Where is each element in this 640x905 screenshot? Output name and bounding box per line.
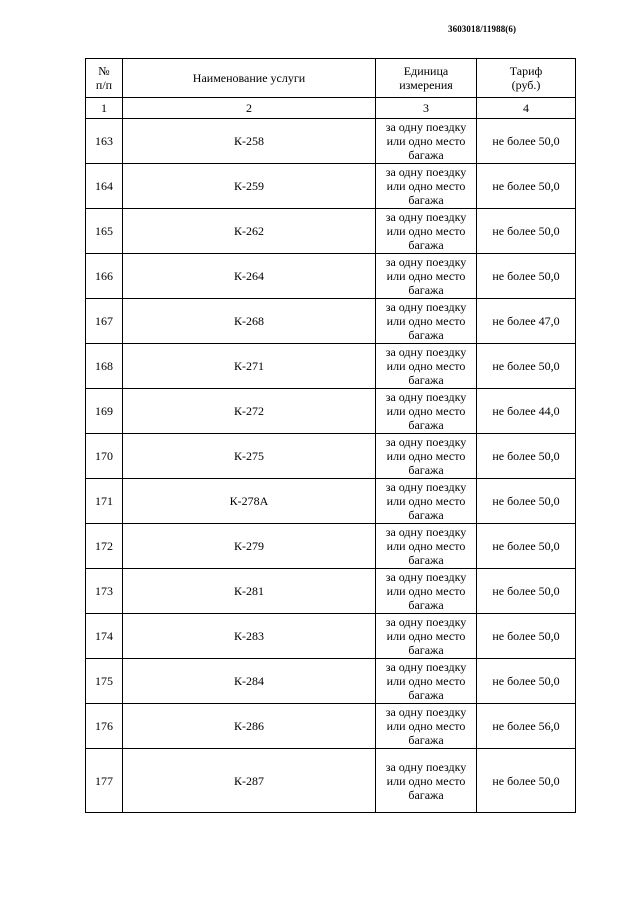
unit-line: или одно место: [386, 224, 466, 238]
unit-line: за одну поездку: [385, 300, 467, 314]
unit-line: багажа: [408, 688, 444, 702]
tariff-value: не более 50,0: [477, 614, 576, 659]
index-cell: 4: [477, 98, 576, 119]
table-row: [86, 344, 576, 389]
service-name: К-287: [123, 749, 376, 813]
unit-cell: [376, 299, 477, 344]
row-number: 163: [86, 119, 123, 164]
unit-line: багажа: [408, 553, 444, 567]
row-number: 170: [86, 434, 123, 479]
unit-line: багажа: [408, 283, 444, 297]
unit-line: за одну поездку: [385, 120, 467, 134]
row-number: 177: [86, 749, 123, 813]
unit-line: или одно место: [386, 674, 466, 688]
unit-cell: [376, 704, 477, 749]
table-header-row: [86, 59, 576, 98]
tariff-value: не более 56,0: [477, 704, 576, 749]
unit-line: багажа: [408, 733, 444, 747]
tariff-value: не более 50,0: [477, 569, 576, 614]
unit-line: багажа: [408, 418, 444, 432]
tariff-table: [85, 58, 576, 813]
unit-cell: [376, 659, 477, 704]
service-name: К-281: [123, 569, 376, 614]
tariff-value: не более 50,0: [477, 209, 576, 254]
table-row: [86, 254, 576, 299]
row-number: 173: [86, 569, 123, 614]
service-name: К-286: [123, 704, 376, 749]
document-code: 3603018/11988(6): [448, 24, 517, 34]
unit-line: или одно место: [386, 629, 466, 643]
row-number: 164: [86, 164, 123, 209]
table-row: [86, 434, 576, 479]
tariff-value: не более 50,0: [477, 524, 576, 569]
row-number: 171: [86, 479, 123, 524]
tariff-value: не более 50,0: [477, 164, 576, 209]
unit-line: за одну поездку: [385, 705, 467, 719]
table-row: [86, 704, 576, 749]
unit-line: багажа: [408, 598, 444, 612]
row-number: 167: [86, 299, 123, 344]
service-name: К-262: [123, 209, 376, 254]
service-name: К-275: [123, 434, 376, 479]
unit-line: багажа: [408, 193, 444, 207]
table-row: [86, 659, 576, 704]
header-number-sign: №: [98, 64, 110, 78]
table-row: [86, 209, 576, 254]
tariff-value: не более 50,0: [477, 254, 576, 299]
unit-cell: [376, 569, 477, 614]
unit-line: за одну поездку: [385, 165, 467, 179]
service-name: К-258: [123, 119, 376, 164]
service-name: К-272: [123, 389, 376, 434]
unit-line: или одно место: [386, 404, 466, 418]
table-row: [86, 569, 576, 614]
tariff-value: не более 50,0: [477, 479, 576, 524]
unit-cell: [376, 749, 477, 813]
unit-line: или одно место: [386, 584, 466, 598]
service-name: К-283: [123, 614, 376, 659]
unit-line: или одно место: [386, 773, 466, 788]
table-row: [86, 614, 576, 659]
unit-cell: [376, 164, 477, 209]
unit-line: за одну поездку: [385, 615, 467, 629]
header-unit: [376, 59, 477, 98]
row-number: 174: [86, 614, 123, 659]
unit-cell: [376, 479, 477, 524]
table-row: [86, 119, 576, 164]
unit-line: или одно место: [386, 719, 466, 733]
header-service-name: Наименование услуги: [123, 59, 376, 98]
unit-cell: [376, 389, 477, 434]
unit-cell: [376, 614, 477, 659]
service-name: К-264: [123, 254, 376, 299]
unit-line: за одну поездку: [385, 390, 467, 404]
table-index-row: [86, 98, 576, 119]
row-number: 169: [86, 389, 123, 434]
header-tariff: [477, 59, 576, 98]
service-name: К-279: [123, 524, 376, 569]
table-row: [86, 479, 576, 524]
index-cell: 2: [123, 98, 376, 119]
unit-line: или одно место: [386, 314, 466, 328]
unit-line: или одно место: [386, 134, 466, 148]
service-name: К-284: [123, 659, 376, 704]
header-number-abbr: п/п: [95, 78, 113, 92]
service-name: К-259: [123, 164, 376, 209]
unit-cell: [376, 209, 477, 254]
unit-line: за одну поездку: [385, 759, 467, 774]
unit-line: за одну поездку: [385, 525, 467, 539]
header-tariff-unit: (руб.): [511, 78, 541, 92]
unit-line: багажа: [408, 328, 444, 342]
unit-cell: [376, 119, 477, 164]
unit-line: за одну поездку: [385, 255, 467, 269]
table-row: [86, 299, 576, 344]
index-cell: 3: [376, 98, 477, 119]
service-name: К-271: [123, 344, 376, 389]
unit-line: багажа: [408, 787, 444, 802]
tariff-value: не более 50,0: [477, 119, 576, 164]
unit-line: за одну поездку: [385, 345, 467, 359]
unit-cell: [376, 524, 477, 569]
unit-line: багажа: [408, 238, 444, 252]
unit-line: или одно место: [386, 449, 466, 463]
unit-line: или одно место: [386, 494, 466, 508]
unit-line: багажа: [408, 463, 444, 477]
unit-line: за одну поездку: [385, 660, 467, 674]
tariff-value: не более 50,0: [477, 659, 576, 704]
index-cell: 1: [86, 98, 123, 119]
tariff-value: не более 50,0: [477, 434, 576, 479]
unit-line: багажа: [408, 508, 444, 522]
row-number: 168: [86, 344, 123, 389]
unit-cell: [376, 254, 477, 299]
table-row: [86, 164, 576, 209]
row-number: 166: [86, 254, 123, 299]
unit-line: или одно место: [386, 359, 466, 373]
header-unit-text: Единица измерения: [399, 64, 453, 92]
unit-line: за одну поездку: [385, 210, 467, 224]
unit-line: или одно место: [386, 269, 466, 283]
row-number: 176: [86, 704, 123, 749]
table-row: [86, 749, 576, 813]
unit-line: за одну поездку: [385, 435, 467, 449]
unit-line: багажа: [408, 148, 444, 162]
table-row: [86, 524, 576, 569]
unit-cell: [376, 344, 477, 389]
row-number: 175: [86, 659, 123, 704]
unit-line: за одну поездку: [385, 570, 467, 584]
tariff-value: не более 50,0: [477, 749, 576, 813]
service-name: К-278А: [123, 479, 376, 524]
table-row: [86, 389, 576, 434]
tariff-value: не более 50,0: [477, 344, 576, 389]
unit-line: багажа: [408, 373, 444, 387]
row-number: 165: [86, 209, 123, 254]
tariff-value: не более 47,0: [477, 299, 576, 344]
header-tariff-title: Тариф: [509, 64, 543, 78]
tariff-value: не более 44,0: [477, 389, 576, 434]
unit-cell: [376, 434, 477, 479]
unit-line: багажа: [408, 643, 444, 657]
unit-line: или одно место: [386, 539, 466, 553]
service-name: К-268: [123, 299, 376, 344]
row-number: 172: [86, 524, 123, 569]
unit-line: или одно место: [386, 179, 466, 193]
header-number: [86, 59, 123, 98]
unit-line: за одну поездку: [385, 480, 467, 494]
